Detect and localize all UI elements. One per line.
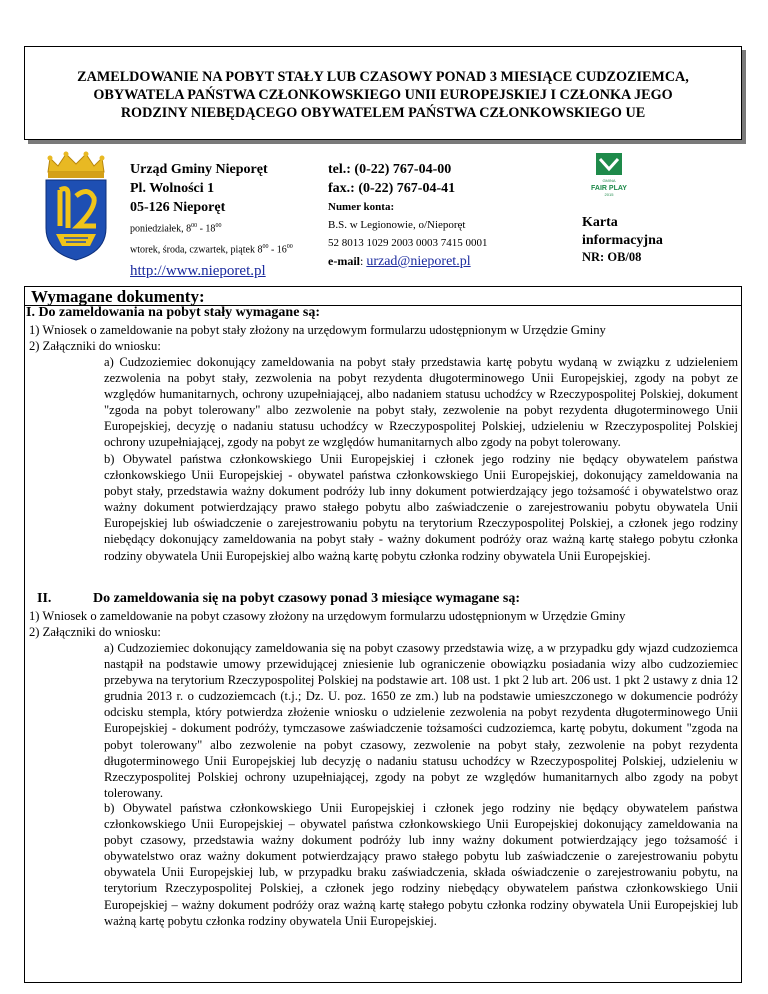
section-title: Wymagane dokumenty: [24,286,742,306]
contact-info: tel.: (0-22) 767-04-00 fax.: (0-22) 767-04-41 Numer konta: B.S. w Legionowie, o/Nieporęt 52 8013 1029 2003 0003 7415 0001 e-mail: urzad@nieporet.pl [328,162,488,269]
part2-heading: Do zameldowania się na pobyt czasowy ponad 3 miesiące wymagane są: [93,591,520,606]
title-line-2: OBYWATELA PAŃSTWA CZŁONKOWSKIEGO UNII EUROPEJSKIEJ I CZŁONKA JEGO [93,87,673,103]
office-street: Pl. Wolności 1 [130,181,215,196]
part1-item1: 1) Wniosek o zameldowanie na pobyt stały złożony na urzędowym formularzu udostępnionym w Urzędzie Gminy [29,323,606,337]
office-hours-1: poniedziałek, $8^{00} - 18^{00}$ [130,223,222,235]
card-line-2: informacyjna [582,232,663,248]
badge-text: FAIR PLAY [591,185,627,192]
fax-number: fax.: (0-22) 767-04-41 [328,181,456,196]
part1-item-a: a) Cudzoziemiec dokonujący zameldowania na pobyt stały przedstawia kartę pobytu wydaną w związku z udzieleniem zezwolenia na pobyt stały, zezwolenia na pobyt rezydenta długoterminowego Unii Europejskiej, zgody na pobyt ze względów humanitarnych, ochrony uzupełniającej, albo nadaniem statusu uchodźcy w Rzeczypospolitej Polskiej, dokument "zgoda na pobyt tolerowany" albo zezwolenie na pobyt stały, zezwolenie na pobyt rezydenta długoterminowego Unii Europejskiej, decyzję o nadaniu statusu uchodźcy w Rzeczypospolitej Polskiej, udzieleniu w Rzeczypospolitej Polskiej ochrony uzupełniającej, zgody na pobyt ze względów humanitarnych albo zgody na pobyt tolerowany. [104,355,738,450]
title-line-3: RODZINY NIEBĘDĄCEGO OBYWATELEM PAŃSTWA CZŁONKOWSKIEGO UE [120,105,646,121]
badge-top: GMINA [602,178,616,183]
part2-numeral: II. [37,591,52,606]
part1-heading: I. Do zameldowania na pobyt stały wymagane są: [26,305,321,320]
requirements-content [24,305,742,983]
title-line-1: ZAMELDOWANIE NA POBYT STAŁY LUB CZASOWY PONAD 3 MIESIĄCE CUDZOZIEMCA, [77,69,689,85]
part2-item2: 2) Załączniki do wniosku: [29,625,161,639]
card-number: NR: OB/08 [582,250,642,264]
badge-year: 2015 [604,192,614,197]
bank-name: B.S. w Legionowie, o/Nieporęt [328,219,466,231]
email-link[interactable]: urzad@nieporet.pl [366,254,471,269]
email-label: e-mail [328,254,360,268]
office-name: Urząd Gminy Nieporęt [130,162,268,177]
part2-item-a: a) Cudzoziemiec dokonujący zameldowania się na pobyt czasowy przedstawia wizę, a w przypadku gdy wjazd cudzoziemca nastąpił na podstawie umowy przewidującej zniesienie lub ograniczenie obowiązku posiadania wizy albo cudzoziemiec przebywa na terytorium Rzeczypospolitej Polskiej na podstawie art. 108 ust. 1 pkt 2 lub art. 206 ust. 1 pkt 2 ustawy z dnia 12 grudnia 2013 r. o cudzoziemcach (t.j.; Dz. U. poz. 1650 ze zm.) lub na podstawie umieszczonego w dokumencie podróży odcisku stempla, który potwierdza złożenie wniosku o udzielenie zezwolenia na pobyt rezydenta długoterminowego Unii Europejskiej - dokument podróży, tymczasowe zaświadczenie tożsamości cudzoziemca, kartę pobytu, dokument "zgoda na pobyt tolerowany" albo zezwolenie na pobyt czasowy, zezwolenie na pobyt stały, zezwolenie na pobyt rezydenta długoterminowego Unii Europejskiej lub decyzję o nadaniu statusu uchodźcy w Rzeczypospolitej Polskiej, udzieleniu w Rzeczypospolitej Polskiej ochrony uzupełniającej, zgody na pobyt ze względów humanitarnych albo zgody na pobyt tolerowany. [104,641,738,800]
card-line-1: Karta [582,215,618,230]
account-number: 52 8013 1029 2003 0003 7415 0001 [328,237,488,249]
fair-play-badge-logo [585,153,635,203]
website-link[interactable]: http://www.nieporet.pl [130,262,266,279]
info-card-label [582,214,663,267]
account-label: Numer konta: [328,201,395,213]
part2-item1: 1) Wniosek o zameldowanie na pobyt czasowy złożony na urzędowym formularzu udostępnionym w Urzędzie Gminy [29,609,626,623]
part1-item-b: b) Obywatel państwa członkowskiego Unii Europejskiej i członek jego rodziny nie będący obywatelem państwa członkowskiego Unii Europejskiej - obywatel państwa członkowskiego Unii Europejskiej, dokonujący zameldowania na pobyt stały, przedstawia ważny dokument podróży lub inny dokument potwierdzający jego tożsamość i obywatelstwo oraz ważny dokument potwierdzający prawo stałego pobytu albo zaświadczenie o zarejestrowaniu pobytu obywatela Unii Europejskiej lub oświadczenie o zarejestrowaniu pobytu na terytorium Rzeczypospolitej Polskiej, a członek jego rodziny niebędący dokonujący zameldowania na pobyt stały - ważny dokument podróży oraz ważną kartę stałego pobytu członka rodziny obywatela Unii Europejskiej albo ważną kartę pobytu członka rodziny obywatela Unii Europejskiej. [104,452,738,563]
document-title-box [24,46,742,140]
office-city: 05-126 Nieporęt [130,200,226,215]
coat-of-arms-logo [44,150,108,262]
office-hours-2: wtorek, środa, czwartek, piątek $8^{00} - 16^{00}$ [130,244,293,256]
phone-number: tel.: (0-22) 767-04-00 [328,162,452,177]
part2-item-b: b) Obywatel państwa członkowskiego Unii Europejskiej i członek jego rodziny nie będący obywatelem państwa członkowskiego Unii Europejskiej – obywatel państwa członkowskiego Unii Europejskiej dokonujący zameldowania na pobyt czasowy, przedstawia ważny dokument podróży lub inny ważny dokument potwierdzający jego tożsamość i obywatelstwo oraz ważny dokument potwierdzający prawo stałego pobytu lub zaświadczenie o zarejestrowaniu pobytu obywatela Unii Europejskiej lub, w przypadku braku zaświadczenia, składa oświadczenie o zarejestrowaniu pobytu, na terytorium Rzeczypospolitej Polskiej, a członek jego rodziny niebędący obywatelem państwa członkowskiego Unii Europejskiej – ważny dokument podróży oraz ważną kartę stałego pobytu członka rodziny obywatela Unii Europejskiej lub ważną kartę pobytu członka rodziny obywatela Unii Europejskiej. [104,801,738,928]
office-info [130,160,293,282]
part1-item2: 2) Załączniki do wniosku: [29,339,161,353]
